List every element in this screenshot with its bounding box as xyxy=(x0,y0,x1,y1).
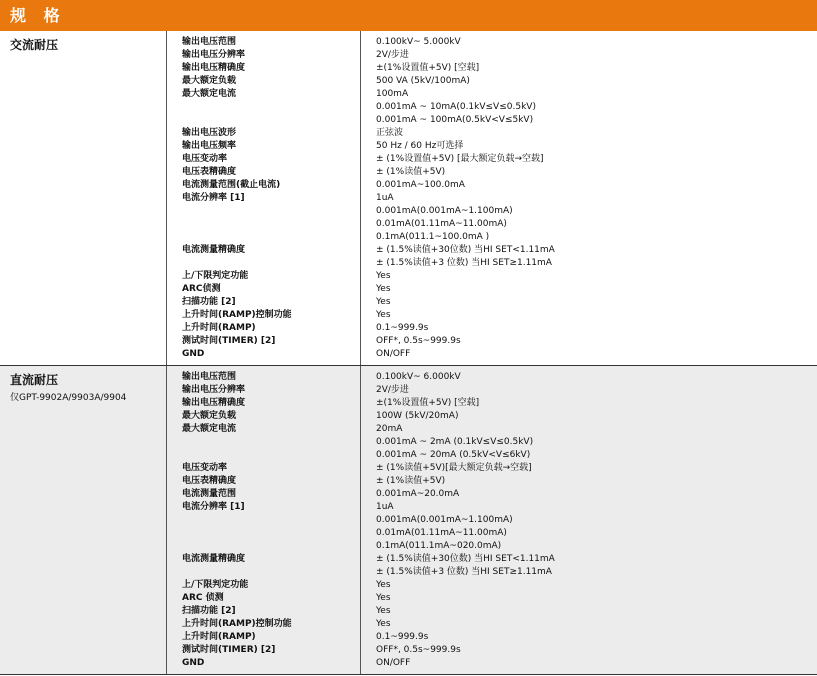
param-value: 1uA xyxy=(376,502,394,512)
param-label: 最大额定电流 xyxy=(182,424,237,434)
param-label xyxy=(182,566,357,579)
section-subtitle: 仅GPT-9902A/9903A/9904 xyxy=(10,393,127,403)
param-value: 100mA xyxy=(376,89,409,99)
param-label: 电流测量范围(截止电流) xyxy=(182,180,281,190)
param-value: 0.1~999.9s xyxy=(376,632,429,642)
param-value: Yes xyxy=(376,271,391,281)
param-value: ± (1%读值+5V) xyxy=(376,476,446,486)
param-value: 0.001mA(0.001mA~1.100mA) xyxy=(376,206,513,216)
column-divider xyxy=(166,31,167,365)
param-label xyxy=(182,514,357,527)
param-value: 0.100kV~ 5.000kV xyxy=(376,37,461,47)
param-label xyxy=(182,257,357,270)
param-value: 0.100kV~ 6.000kV xyxy=(376,372,461,382)
param-value: ± (1%读值+5V) xyxy=(376,167,446,177)
param-value: 正弦波 xyxy=(376,128,404,138)
param-label: 输出电压分辨率 xyxy=(182,50,246,60)
param-label: 电压变动率 xyxy=(182,463,228,473)
param-value: OFF*, 0.5s~999.9s xyxy=(376,645,461,655)
param-value: 0.001mA ~ 2mA (0.1kV≤V≤0.5kV) xyxy=(376,437,534,447)
param-value: ± (1.5%读值+3 位数) 当HI SET≥1.11mA xyxy=(376,567,552,577)
param-label: 电压表精确度 xyxy=(182,476,237,486)
spec-header xyxy=(0,0,817,31)
param-label: 输出电压频率 xyxy=(182,141,237,151)
param-label: 测试时间(TIMER) [2] xyxy=(182,645,276,655)
param-value: OFF*, 0.5s~999.9s xyxy=(376,336,461,346)
param-value: ±(1%设置值+5V) [空载] xyxy=(376,63,480,73)
param-label: 测试时间(TIMER) [2] xyxy=(182,336,276,346)
param-value: 2V/步进 xyxy=(376,385,409,395)
param-value: Yes xyxy=(376,284,391,294)
param-label xyxy=(182,540,357,553)
param-label: 最大额定电流 xyxy=(182,89,237,99)
param-value: 1uA xyxy=(376,193,394,203)
param-label: 电压表精确度 xyxy=(182,167,237,177)
section-title: 直流耐压 xyxy=(10,373,59,387)
param-label: GND xyxy=(182,658,205,668)
parameter-list xyxy=(182,36,357,361)
param-label: 输出电压精确度 xyxy=(182,63,246,73)
param-value: ±(1%设置值+5V) [空载] xyxy=(376,398,480,408)
param-label xyxy=(182,205,357,218)
param-label: 扫描功能 [2] xyxy=(182,297,236,307)
param-value: 0.001mA ~ 10mA(0.1kV≤V≤0.5kV) xyxy=(376,102,536,112)
param-label: 上升时间(RAMP)控制功能 xyxy=(182,619,292,629)
param-value: 100W (5kV/20mA) xyxy=(376,411,459,421)
param-label xyxy=(182,101,357,114)
param-value: Yes xyxy=(376,593,391,603)
param-label xyxy=(182,527,357,540)
param-label: 电流分辨率 [1] xyxy=(182,193,245,203)
section-title: 交流耐压 xyxy=(10,38,59,52)
param-label: GND xyxy=(182,349,205,359)
param-value: Yes xyxy=(376,297,391,307)
param-value: 0.01mA(01.11mA~11.00mA) xyxy=(376,528,507,538)
param-value: 0.1mA(011.1~100.0mA ) xyxy=(376,232,490,242)
param-value: 20mA xyxy=(376,424,403,434)
param-label: 电流测量精确度 xyxy=(182,554,246,564)
spec-header-title: 规 格 xyxy=(10,6,66,25)
param-label: 电压变动率 xyxy=(182,154,228,164)
param-value: 500 VA (5kV/100mA) xyxy=(376,76,470,86)
param-label: 电流测量精确度 xyxy=(182,245,246,255)
column-divider xyxy=(360,366,361,674)
param-value: 0.01mA(01.11mA~11.00mA) xyxy=(376,219,507,229)
value-list xyxy=(376,36,814,361)
param-label: 输出电压波形 xyxy=(182,128,237,138)
param-value: Yes xyxy=(376,580,391,590)
param-label: 输出电压分辨率 xyxy=(182,385,246,395)
param-label: ARC侦测 xyxy=(182,284,221,294)
param-value: ON/OFF xyxy=(376,349,411,359)
param-label: 电流测量范围 xyxy=(182,489,237,499)
param-label: 上/下限判定功能 xyxy=(182,580,249,590)
section-ac-withstand xyxy=(0,31,817,366)
param-value: 0.001mA(0.001mA~1.100mA) xyxy=(376,515,513,525)
param-label: 扫描功能 [2] xyxy=(182,606,236,616)
parameter-list xyxy=(182,371,357,670)
param-label xyxy=(182,218,357,231)
param-label: 上升时间(RAMP) xyxy=(182,323,256,333)
param-label xyxy=(182,231,357,244)
param-value: 0.001mA~100.0mA xyxy=(376,180,465,190)
param-value: 50 Hz / 60 Hz可选择 xyxy=(376,141,464,151)
value-list xyxy=(376,371,814,670)
param-label xyxy=(182,449,357,462)
param-value: 2V/步进 xyxy=(376,50,409,60)
param-value: ON/OFF xyxy=(376,658,411,668)
param-label: 最大额定负载 xyxy=(182,76,237,86)
param-value: 0.001mA ~ 100mA(0.5kV<V≤5kV) xyxy=(376,115,534,125)
param-label: 输出电压范围 xyxy=(182,372,237,382)
param-label xyxy=(182,436,357,449)
param-value: ± (1%读值+5V)[最大额定负载→空载] xyxy=(376,463,532,473)
param-value: ± (1.5%读值+30位数) 当HI SET<1.11mA xyxy=(376,245,555,255)
section-dc-withstand xyxy=(0,366,817,675)
param-value: Yes xyxy=(376,310,391,320)
param-label: 电流分辨率 [1] xyxy=(182,502,245,512)
param-label: 输出电压范围 xyxy=(182,37,237,47)
param-value: Yes xyxy=(376,619,391,629)
param-value: ± (1.5%读值+3 位数) 当HI SET≥1.11mA xyxy=(376,258,552,268)
param-label xyxy=(182,114,357,127)
param-label: 最大额定负载 xyxy=(182,411,237,421)
param-label: ARC 侦测 xyxy=(182,593,224,603)
param-value: 0.1mA(011.1mA~020.0mA) xyxy=(376,541,502,551)
param-label: 上升时间(RAMP)控制功能 xyxy=(182,310,292,320)
param-label: 上升时间(RAMP) xyxy=(182,632,256,642)
param-value: Yes xyxy=(376,606,391,616)
param-value: 0.001mA ~ 20mA (0.5kV<V≤6kV) xyxy=(376,450,531,460)
param-label: 输出电压精确度 xyxy=(182,398,246,408)
column-divider xyxy=(360,31,361,365)
param-value: 0.001mA~20.0mA xyxy=(376,489,460,499)
param-label: 上/下限判定功能 xyxy=(182,271,249,281)
column-divider xyxy=(166,366,167,674)
param-value: ± (1.5%读值+30位数) 当HI SET<1.11mA xyxy=(376,554,555,564)
param-value: 0.1~999.9s xyxy=(376,323,429,333)
param-value: ± (1%设置值+5V) [最大额定负载→空载] xyxy=(376,154,544,164)
